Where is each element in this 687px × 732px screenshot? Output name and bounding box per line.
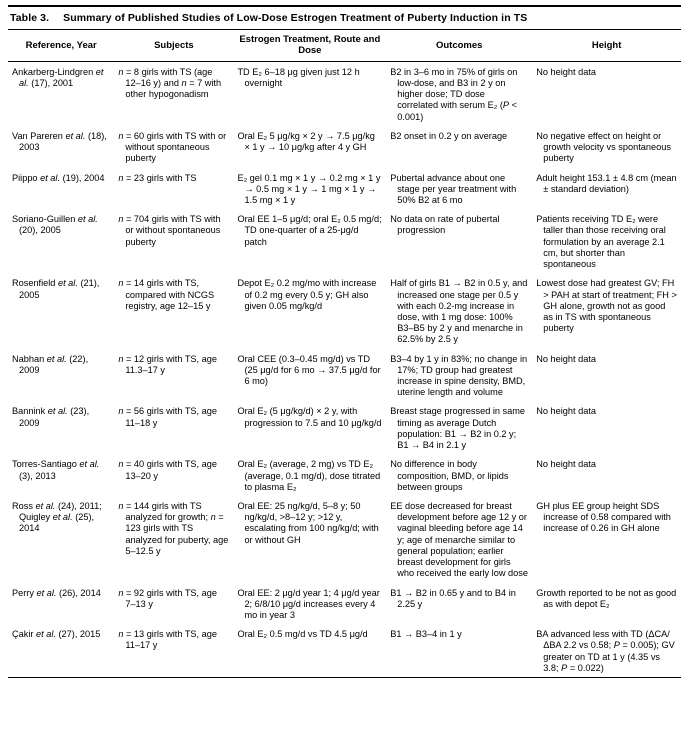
cell-outcomes: No data on rate of pubertal progression: [390, 214, 500, 236]
cell-reference-year: Piippo et al. (19), 2004: [12, 172, 105, 183]
cell-reference-year: Perry et al. (26), 2014: [12, 587, 101, 598]
header-row: [8, 30, 681, 61]
table-row: [8, 496, 681, 583]
table-title: [8, 5, 681, 30]
table-row: [8, 273, 681, 348]
cell-subjects: n = 92 girls with TS, age 7–13 y: [118, 587, 217, 609]
col-header-estrogen-treatment: Estrogen Treatment, Route and Dose: [233, 30, 386, 61]
table-row: [8, 61, 681, 126]
cell-treatment-route-dose: Oral E₂ 5 μg/kg × 2 y → 7.5 μg/kg × 1 y → 10 μg/kg after 4 y GH: [237, 130, 375, 153]
table-row: [8, 349, 681, 402]
cell-reference-year: Ross et al. (24), 2011; Quigley et al. (25), 2014: [12, 501, 102, 534]
col-header-outcomes: Outcomes: [386, 30, 532, 61]
table-row: [8, 168, 681, 210]
cell-treatment-route-dose: Oral EE 1–5 μg/d; oral E₂ 0.5 mg/d; TD one-quarter of a 25-μg/d patch: [237, 214, 382, 247]
table-row: [8, 401, 681, 454]
cell-height: No negative effect on height or growth velocity vs spontaneous puberty: [536, 130, 671, 164]
col-header-height: Height: [532, 30, 681, 61]
table-header: [8, 30, 681, 61]
cell-subjects: n = 13 girls with TS, age 11–17 y: [118, 629, 217, 651]
cell-height: Adult height 153.1 ± 4.8 cm (mean ± standard deviation): [536, 172, 677, 194]
cell-height: No height data: [536, 459, 596, 470]
table-row: [8, 454, 681, 496]
cell-outcomes: Pubertal advance about one stage per year treatment with 50% B2 at 6 mo: [390, 172, 517, 205]
cell-reference-year: Van Pareren et al. (18), 2003: [12, 130, 107, 153]
table-number: Table 3.: [10, 12, 50, 24]
table-body: [8, 61, 681, 677]
cell-subjects: n = 23 girls with TS: [118, 172, 197, 183]
cell-subjects: n = 8 girls with TS (age 12–16 y) and n = 7 with other hypogonadism: [118, 66, 222, 100]
cell-reference-year: Çakir et al. (27), 2015: [12, 629, 101, 640]
cell-reference-year: Rosenfield et al. (21), 2005: [12, 278, 100, 300]
cell-height: No height data: [536, 406, 596, 417]
cell-outcomes: B2 onset in 0.2 y on average: [390, 130, 508, 141]
table-row: [8, 583, 681, 625]
cell-outcomes: Breast stage progressed in same timing as average Dutch population: B1 → B2 in 0.2 y; B1 → B4 in 2.1 y: [390, 406, 526, 451]
cell-treatment-route-dose: Oral E₂ (5 μg/kg/d) × 2 y, with progression to 7.5 and 10 μg/kg/d: [237, 406, 382, 428]
cell-treatment-route-dose: Oral EE: 2 μg/d year 1; 4 μg/d year 2; 6/8/10 μg/d increases every 4 mo in year 3: [237, 587, 380, 620]
cell-reference-year: Bannink et al. (23), 2009: [12, 406, 90, 428]
cell-height: BA advanced less with TD (ΔCA/ΔBA 2.2 vs 0.58; P = 0.005); GV greater on TD at 1 y (4.35 vs 3.8; P = 0.022): [536, 629, 675, 673]
cell-reference-year: Torres-Santiago et al. (3), 2013: [12, 459, 100, 481]
cell-subjects: n = 40 girls with TS, age 13–20 y: [118, 459, 217, 481]
table-row: [8, 624, 681, 677]
cell-reference-year: Soriano-Guillen et al. (20), 2005: [12, 214, 98, 236]
cell-height: No height data: [536, 66, 596, 77]
cell-height: Patients receiving TD E₂ were taller than those receiving oral formulation by an average 2.1 cm, but shorter than spontaneous: [536, 214, 666, 270]
table-row: [8, 126, 681, 168]
cell-outcomes: B2 in 3–6 mo in 75% of girls on low-dose, and B3 in 2 y on higher dose; TD dose correlated with serum E₂ (P < 0.001): [390, 66, 518, 122]
cell-treatment-route-dose: Oral E₂ 0.5 mg/d vs TD 4.5 μg/d: [237, 629, 368, 640]
cell-subjects: n = 704 girls with TS with or without spontaneous puberty: [118, 214, 221, 247]
cell-outcomes: B1 → B2 in 0.65 y and to B4 in 2.25 y: [390, 587, 516, 609]
cell-outcomes: Half of girls B1 → B2 in 0.5 y, and increased one stage per 0.5 y with each 0.2-mg increase in dose, with 1 mg dose: 100% B3–B5 by 2 y and menarche in 62.5% by 2.5 y: [390, 278, 528, 345]
cell-outcomes: No difference in body composition, BMD, or lipids between groups: [390, 459, 509, 492]
cell-subjects: n = 56 girls with TS, age 11–18 y: [118, 406, 217, 428]
cell-height: Lowest dose had greatest GV; FH > PAH at start of treatment; FH > GH alone, growth not as good as in TS with spontaneous puberty: [536, 278, 677, 334]
cell-outcomes: B1 → B3–4 in 1 y: [390, 629, 462, 640]
cell-height: Growth reported to be not as good as with depot E₂: [536, 587, 677, 609]
col-header-reference-year: Reference, Year: [8, 30, 114, 61]
cell-treatment-route-dose: Oral E₂ (average, 2 mg) vs TD E₂ (average, 0.1 mg/d), dose titrated to plasma E₂: [237, 459, 381, 492]
cell-treatment-route-dose: Oral EE: 25 ng/kg/d, 5–8 y; 50 ng/kg/d, >8–12 y; >12 y, escalating from 100 ng/kg/d; with or without GH: [237, 501, 379, 545]
cell-subjects: n = 12 girls with TS, age 11.3–17 y: [118, 353, 217, 375]
studies-table: [8, 30, 681, 678]
cell-subjects: n = 60 girls with TS with or without spontaneous puberty: [118, 130, 227, 164]
col-header-subjects: Subjects: [114, 30, 233, 61]
table-caption: Summary of Published Studies of Low-Dose Estrogen Treatment of Puberty Induction in TS: [63, 12, 528, 24]
cell-outcomes: EE dose decreased for breast development before age 12 y or vaginal bleeding before age 14 y; age of menarche similar to general population; earlier breast development for girls who received the early low dose: [390, 501, 528, 579]
cell-treatment-route-dose: E₂ gel 0.1 mg × 1 y → 0.2 mg × 1 y → 0.5 mg × 1 y → 1 mg × 1 y → 1.5 mg × 1 y: [237, 172, 381, 205]
cell-subjects: n = 144 girls with TS analyzed for growth; n = 123 girls with TS analyzed for puberty, age 5–12.5 y: [118, 501, 229, 556]
cell-subjects: n = 14 girls with TS, compared with NCGS registry, age 12–15 y: [118, 278, 215, 311]
table-row: [8, 209, 681, 273]
cell-treatment-route-dose: Oral CEE (0.3–0.45 mg/d) vs TD (25 μg/d for 6 mo → 37.5 μg/d for 6 mo): [237, 353, 381, 387]
cell-height: No height data: [536, 353, 596, 364]
cell-outcomes: B3–4 by 1 y in 83%; no change in 17%; TD group had greatest increase in spine density, BMD, uterine length and volume: [390, 353, 528, 398]
cell-reference-year: Nabhan et al. (22), 2009: [12, 353, 89, 375]
cell-treatment-route-dose: TD E₂ 6–18 μg given just 12 h overnight: [237, 66, 360, 88]
cell-treatment-route-dose: Depot E₂ 0.2 mg/mo with increase of 0.2 mg every 0.5 y; GH also given 0.05 mg/kg/d: [237, 278, 377, 311]
cell-reference-year: Ankarberg-Lindgren et al. (17), 2001: [12, 66, 104, 88]
cell-height: GH plus EE group height SDS increase of 0.58 compared with increase of 0.26 in GH alone: [536, 501, 671, 534]
